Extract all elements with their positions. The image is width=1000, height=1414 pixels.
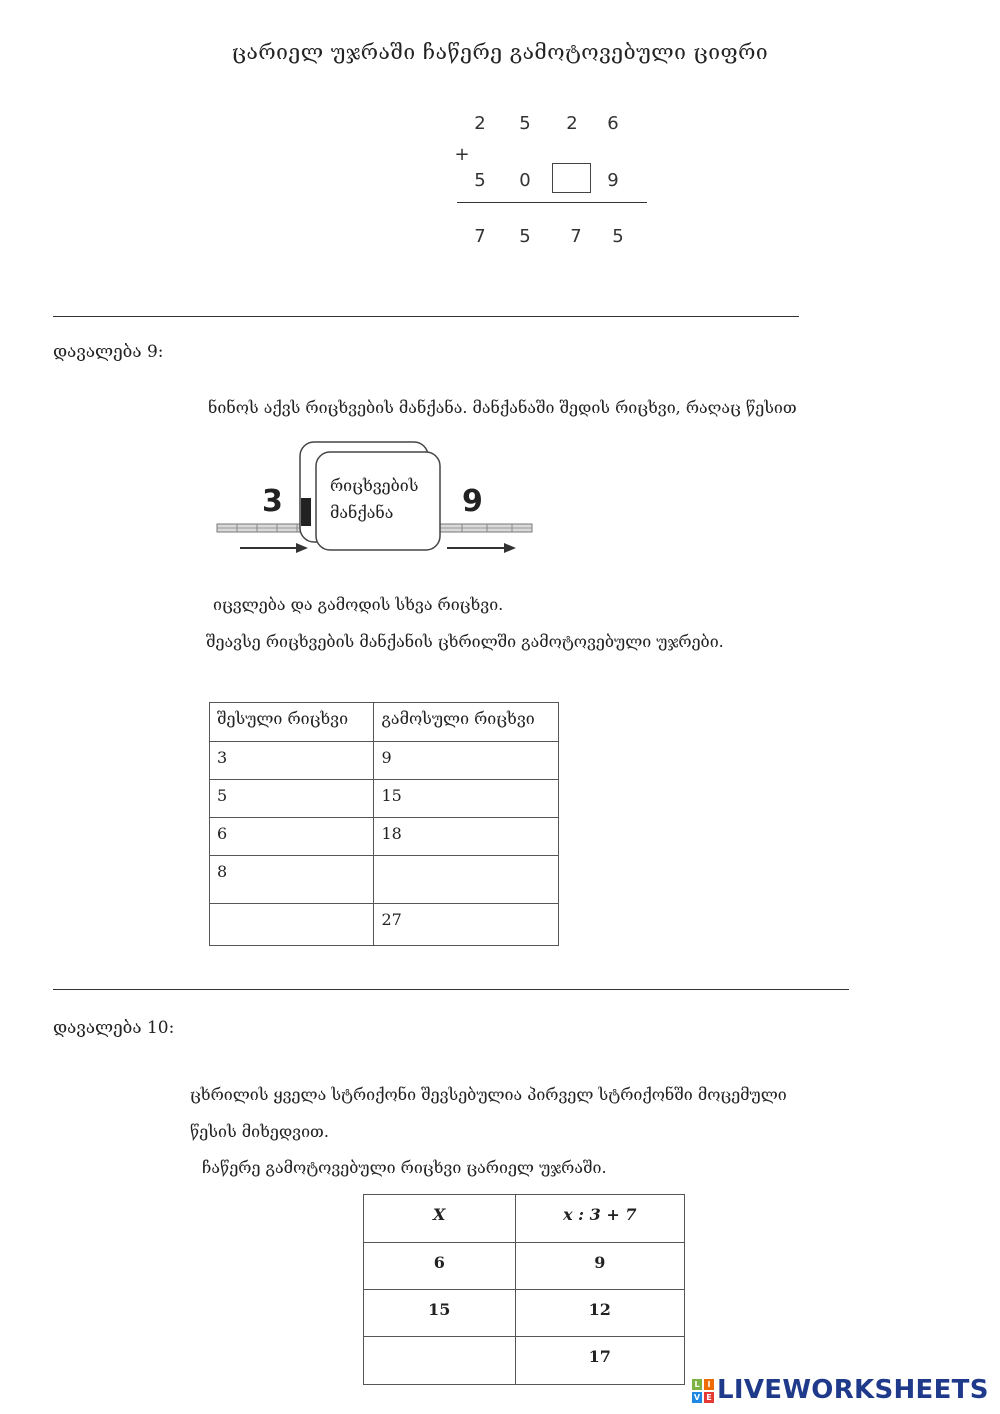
task9-intro: ნინოს აქვს რიცხვების მანქანა. მანქანაში შედის რიცხვი, რაღაც წესით — [208, 398, 797, 417]
section-divider — [53, 989, 849, 990]
machine-label-line1: რიცხვების — [330, 476, 419, 495]
addend1-digit: 5 — [519, 113, 531, 134]
header-x: X — [364, 1195, 516, 1243]
sum-digit: 7 — [474, 226, 486, 247]
table-row — [210, 904, 559, 946]
table-cell: 18 — [374, 818, 559, 856]
task8-title: ცარიელ უჯრაში ჩაწერე გამოტოვებული ციფრი — [231, 40, 769, 64]
table-row — [364, 1337, 685, 1385]
answer-input-cell[interactable] — [210, 904, 374, 946]
table-cell: 17 — [515, 1337, 684, 1385]
liveworksheets-logo — [692, 1377, 992, 1407]
number-machine-table — [209, 702, 559, 946]
header-output-number: გამოსული რიცხვი — [374, 703, 559, 742]
logo-tile: E — [704, 1392, 714, 1403]
sum-line — [457, 202, 647, 203]
table-cell: 5 — [210, 780, 374, 818]
table-row — [364, 1243, 685, 1290]
table-cell: 3 — [210, 742, 374, 780]
missing-digit-input[interactable] — [552, 163, 591, 193]
sum-digit: 5 — [519, 226, 531, 247]
table-cell: 12 — [515, 1290, 684, 1337]
task10-label: დავალება 10: — [53, 1018, 175, 1038]
table-cell: 27 — [374, 904, 559, 946]
machine-label-line2: მანქანა — [330, 503, 394, 522]
addend1-digit: 6 — [607, 113, 619, 134]
addend1-digit: 2 — [566, 113, 578, 134]
logo-tile: V — [693, 1393, 701, 1402]
task10-instruction: ჩაწერე გამოტოვებული რიცხვი ცარიელ უჯრაში. — [202, 1158, 607, 1177]
answer-input-value[interactable] — [217, 910, 366, 928]
table-row — [210, 742, 559, 780]
logo-grid-icon — [692, 1379, 714, 1403]
table-cell: 15 — [374, 780, 559, 818]
header-input-number: შესული რიცხვი — [210, 703, 374, 742]
task9-label: დავალება 9: — [53, 342, 164, 362]
table-cell: 8 — [210, 856, 374, 904]
sum-digit: 5 — [612, 226, 624, 247]
addend2-digit: 5 — [474, 170, 486, 191]
number-machine-illustration — [212, 436, 537, 561]
addend1-digit: 2 — [474, 113, 486, 134]
answer-input-value[interactable] — [365, 1347, 514, 1365]
table-row — [210, 780, 559, 818]
table-cell: 6 — [364, 1243, 516, 1290]
addend2-digit: 9 — [607, 170, 619, 191]
table-cell: 9 — [374, 742, 559, 780]
table-row — [210, 818, 559, 856]
plus-sign: + — [454, 144, 470, 165]
machine-input-number: 3 — [262, 484, 283, 519]
brand-wordmark: LIVEWORKSHEETS — [717, 1375, 989, 1405]
number-machine-drawing — [212, 436, 537, 561]
section-divider — [53, 316, 799, 317]
task9-line2: იცვლება და გამოდის სხვა რიცხვი. — [213, 595, 504, 614]
task10-intro-line1: ცხრილის ყველა სტრიქონი შევსებულია პირველ სტრიქონში მოცემული — [190, 1085, 787, 1104]
answer-input-cell[interactable] — [364, 1337, 516, 1385]
table-row — [210, 856, 559, 904]
task9-instruction: შეავსე რიცხვების მანქანის ცხრილში გამოტოვებული უჯრები. — [206, 632, 724, 651]
table-header-row — [364, 1195, 685, 1243]
table-header-row — [210, 703, 559, 742]
rule-table — [363, 1194, 685, 1385]
answer-input-cell[interactable] — [374, 856, 559, 904]
machine-output-number: 9 — [462, 484, 483, 519]
header-rule: x : 3 + 7 — [515, 1195, 684, 1243]
sum-digit: 7 — [570, 226, 582, 247]
answer-input-value[interactable] — [381, 862, 551, 880]
addend2-digit: 0 — [519, 170, 531, 191]
table-cell: 15 — [364, 1290, 516, 1337]
task10-intro-line2: წესის მიხედვით. — [190, 1122, 329, 1141]
table-cell: 9 — [515, 1243, 684, 1290]
logo-tile: L — [692, 1379, 702, 1390]
table-row — [364, 1290, 685, 1337]
table-cell: 6 — [210, 818, 374, 856]
logo-tile: I — [704, 1379, 714, 1390]
